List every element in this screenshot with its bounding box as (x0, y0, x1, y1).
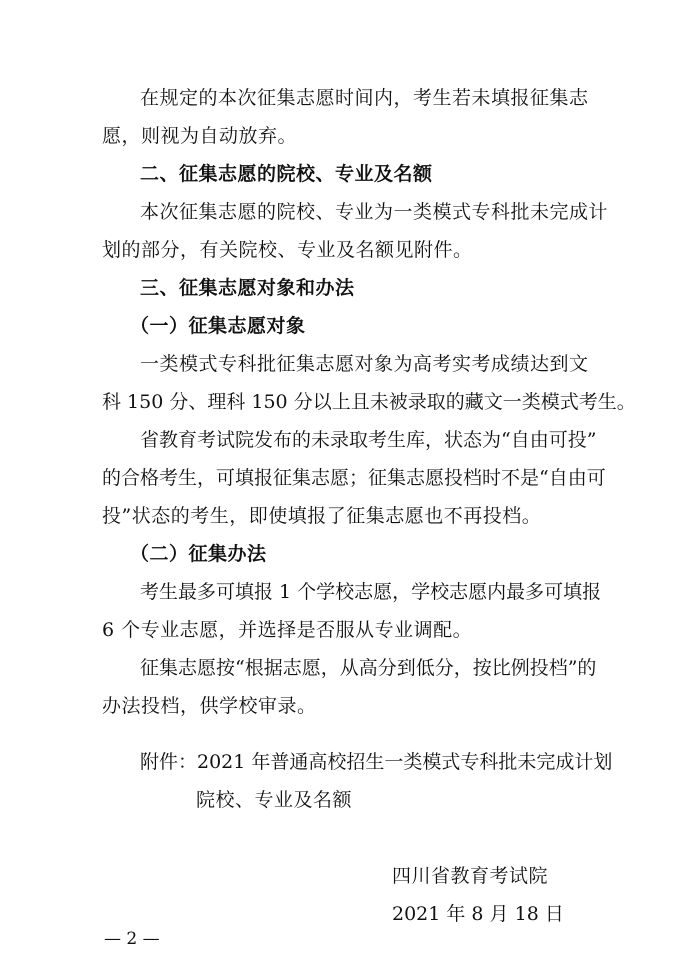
paragraph-line-7: 省教育考试院发布的未录取考生库，状态为“自由可投” (140, 429, 597, 451)
section-heading-3: 三、征集志愿对象和办法 (140, 277, 355, 299)
issue-date: 2021 年 8 月 18 日 (392, 903, 564, 925)
paragraph-line-5: 一类模式专科批征集志愿对象为高考实考成绩达到文 (140, 353, 589, 375)
paragraph-line-6: 科 150 分、理科 150 分以上且未被录取的藏文一类模式考生。 (102, 391, 636, 413)
attachment-line-1: 附件：2021 年普通高校招生一类模式专科批未完成计划 (140, 751, 613, 773)
paragraph-line-10: 考生最多可填报 1 个学校志愿，学校志愿内最多可填报 (140, 581, 602, 603)
paragraph-line-12: 征集志愿按“根据志愿，从高分到低分，按比例投档”的 (140, 657, 597, 679)
section-heading-2: 二、征集志愿的院校、专业及名额 (140, 163, 433, 185)
paragraph-line-1: 在规定的本次征集志愿时间内，考生若未填报征集志 (140, 87, 589, 109)
paragraph-line-3: 本次征集志愿的院校、专业为一类模式专科批未完成计 (140, 201, 609, 223)
page-number: — 2 — (104, 929, 160, 949)
paragraph-line-9: 投”状态的考生，即使填报了征集志愿也不再投档。 (102, 505, 542, 527)
attachment-line-2: 院校、专业及名额 (196, 789, 353, 811)
paragraph-line-2: 愿，则视为自动放弃。 (102, 125, 298, 147)
issuer-name: 四川省教育考试院 (392, 865, 549, 887)
paragraph-line-13: 办法投档，供学校审录。 (102, 695, 317, 717)
subsection-heading-1: （一）征集志愿对象 (130, 315, 306, 337)
paragraph-line-4: 划的部分，有关院校、专业及名额见附件。 (102, 239, 473, 261)
subsection-heading-2: （二）征集办法 (130, 543, 267, 565)
paragraph-line-11: 6 个专业志愿，并选择是否服从专业调配。 (102, 619, 473, 641)
paragraph-line-8: 的合格考生，可填报征集志愿；征集志愿投档时不是“自由可 (102, 467, 606, 489)
